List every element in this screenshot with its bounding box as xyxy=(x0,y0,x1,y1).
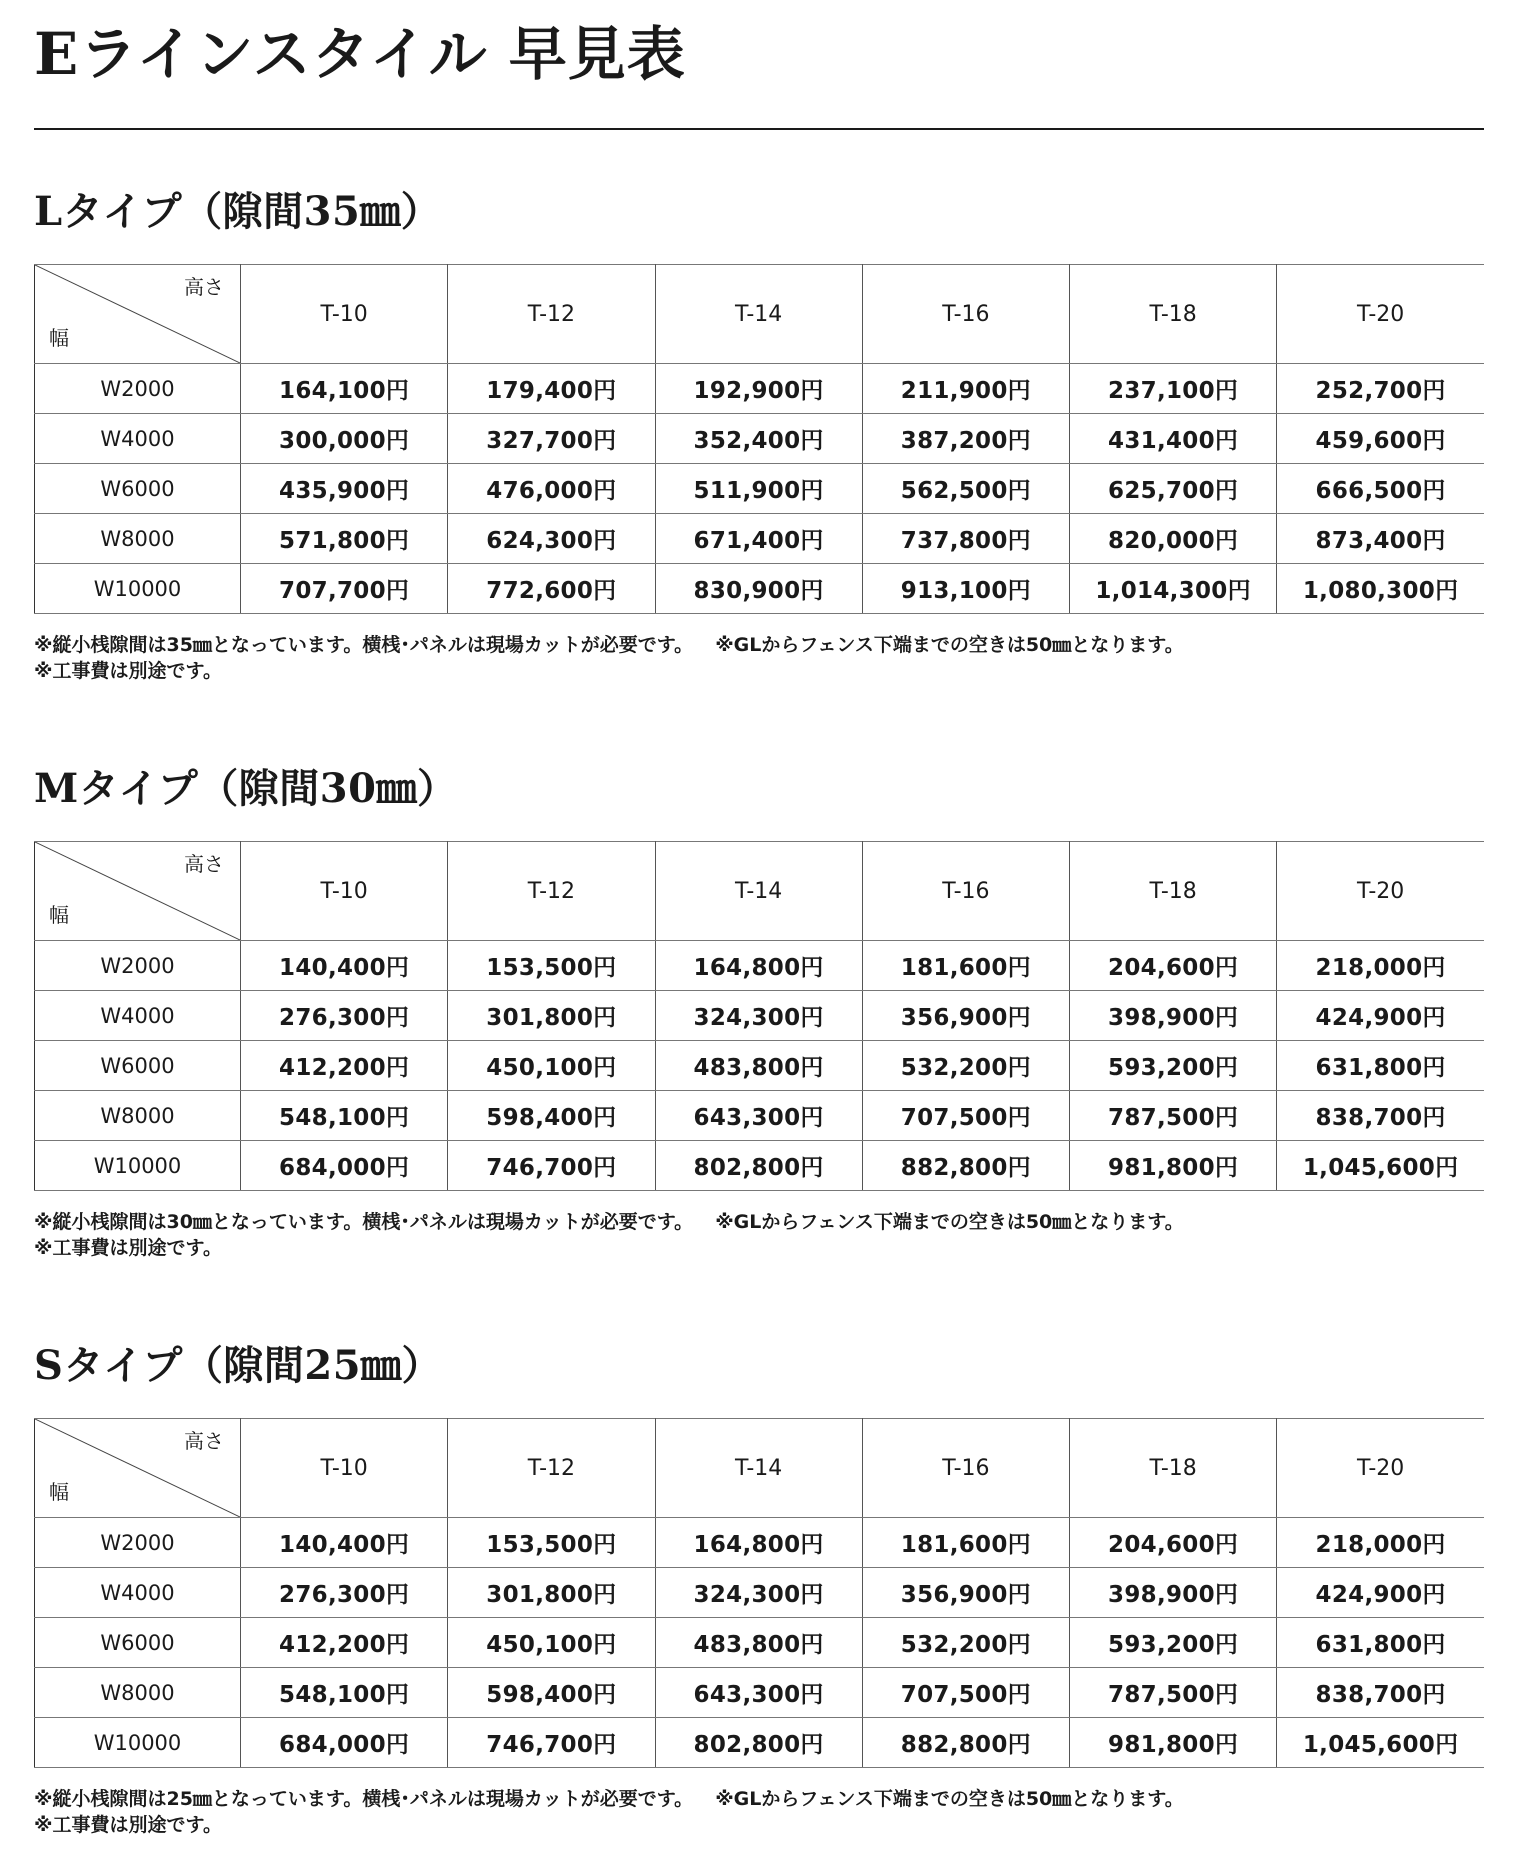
note-ground-clearance: ※GLからフェンス下端までの空きは50㎜となります。 xyxy=(715,634,1184,656)
price-cell: 387,200円 xyxy=(862,414,1069,464)
header-row xyxy=(35,1419,1485,1518)
table-row xyxy=(35,941,1485,991)
price-cell: 624,300円 xyxy=(448,514,655,564)
column-header: T-16 xyxy=(862,265,1069,364)
row-label-cell: W10000 xyxy=(35,1718,241,1768)
table-row xyxy=(35,1618,1485,1668)
price-cell: 548,100円 xyxy=(241,1668,448,1718)
price-cell: 1,045,600円 xyxy=(1277,1141,1484,1191)
price-cell: 324,300円 xyxy=(655,1568,862,1618)
price-cell: 237,100円 xyxy=(1070,364,1277,414)
section-l-type xyxy=(34,180,1484,684)
row-label-cell: W2000 xyxy=(35,941,241,991)
column-header: T-10 xyxy=(241,265,448,364)
price-cell: 356,900円 xyxy=(862,991,1069,1041)
price-cell: 476,000円 xyxy=(448,464,655,514)
row-label-cell: W10000 xyxy=(35,1141,241,1191)
section-m-type xyxy=(34,757,1484,1261)
price-cell: 684,000円 xyxy=(241,1718,448,1768)
price-cell: 981,800円 xyxy=(1070,1718,1277,1768)
table-row xyxy=(35,1718,1485,1768)
column-header: T-12 xyxy=(448,842,655,941)
price-cell: 548,100円 xyxy=(241,1091,448,1141)
price-cell: 707,700円 xyxy=(241,564,448,614)
price-cell: 204,600円 xyxy=(1070,1518,1277,1568)
price-cell: 276,300円 xyxy=(241,991,448,1041)
price-table xyxy=(34,1418,1484,1768)
table-row xyxy=(35,1568,1485,1618)
price-cell: 571,800円 xyxy=(241,514,448,564)
price-cell: 301,800円 xyxy=(448,1568,655,1618)
price-cell: 625,700円 xyxy=(1070,464,1277,514)
price-cell: 737,800円 xyxy=(862,514,1069,564)
price-cell: 140,400円 xyxy=(241,1518,448,1568)
row-label-cell: W8000 xyxy=(35,1091,241,1141)
width-axis-label: 幅 xyxy=(49,903,69,927)
price-cell: 882,800円 xyxy=(862,1141,1069,1191)
table-row xyxy=(35,1141,1485,1191)
table-row xyxy=(35,564,1485,614)
price-cell: 873,400円 xyxy=(1277,514,1484,564)
section-title: Mタイプ（隙間30㎜） xyxy=(34,765,458,812)
table-row xyxy=(35,1091,1485,1141)
table-row xyxy=(35,991,1485,1041)
row-label-cell: W6000 xyxy=(35,1041,241,1091)
price-cell: 412,200円 xyxy=(241,1041,448,1091)
price-cell: 211,900円 xyxy=(862,364,1069,414)
price-cell: 746,700円 xyxy=(448,1141,655,1191)
notes xyxy=(34,1209,1484,1261)
table-row xyxy=(35,414,1485,464)
price-cell: 802,800円 xyxy=(655,1718,862,1768)
row-label-cell: W2000 xyxy=(35,1518,241,1568)
row-label-cell: W8000 xyxy=(35,514,241,564)
price-cell: 218,000円 xyxy=(1277,941,1484,991)
column-header: T-10 xyxy=(241,842,448,941)
price-cell: 181,600円 xyxy=(862,941,1069,991)
price-cell: 1,014,300円 xyxy=(1070,564,1277,614)
row-label-cell: W6000 xyxy=(35,464,241,514)
notes xyxy=(34,1786,1484,1838)
corner-header-cell xyxy=(35,1419,241,1518)
height-axis-label: 高さ xyxy=(184,1429,224,1453)
price-cell: 300,000円 xyxy=(241,414,448,464)
price-cell: 593,200円 xyxy=(1070,1618,1277,1668)
price-cell: 352,400円 xyxy=(655,414,862,464)
price-cell: 838,700円 xyxy=(1277,1091,1484,1141)
price-cell: 707,500円 xyxy=(862,1668,1069,1718)
price-cell: 450,100円 xyxy=(448,1041,655,1091)
price-cell: 631,800円 xyxy=(1277,1618,1484,1668)
section-s-type xyxy=(34,1334,1484,1838)
column-header: T-16 xyxy=(862,842,1069,941)
price-cell: 913,100円 xyxy=(862,564,1069,614)
price-cell: 981,800円 xyxy=(1070,1141,1277,1191)
price-cell: 511,900円 xyxy=(655,464,862,514)
height-axis-label: 高さ xyxy=(184,275,224,299)
price-cell: 671,400円 xyxy=(655,514,862,564)
row-label-cell: W4000 xyxy=(35,991,241,1041)
price-cell: 684,000円 xyxy=(241,1141,448,1191)
note-ground-clearance: ※GLからフェンス下端までの空きは50㎜となります。 xyxy=(715,1788,1184,1810)
table-row xyxy=(35,464,1485,514)
price-cell: 746,700円 xyxy=(448,1718,655,1768)
price-cell: 398,900円 xyxy=(1070,991,1277,1041)
page-title: Eラインスタイル 早見表 xyxy=(34,20,686,88)
price-cell: 424,900円 xyxy=(1277,991,1484,1041)
price-cell: 459,600円 xyxy=(1277,414,1484,464)
column-header: T-20 xyxy=(1277,842,1484,941)
price-cell: 301,800円 xyxy=(448,991,655,1041)
price-cell: 532,200円 xyxy=(862,1618,1069,1668)
price-cell: 218,000円 xyxy=(1277,1518,1484,1568)
price-cell: 140,400円 xyxy=(241,941,448,991)
note-gap: ※縦小桟隙間は25㎜となっています。横桟･パネルは現場カットが必要です。 xyxy=(34,1788,694,1810)
price-cell: 450,100円 xyxy=(448,1618,655,1668)
column-header: T-18 xyxy=(1070,265,1277,364)
column-header: T-18 xyxy=(1070,842,1277,941)
price-cell: 593,200円 xyxy=(1070,1041,1277,1091)
note-construction-cost: ※工事費は別途です。 xyxy=(34,660,222,682)
price-table xyxy=(34,264,1484,614)
price-cell: 598,400円 xyxy=(448,1091,655,1141)
note-ground-clearance: ※GLからフェンス下端までの空きは50㎜となります。 xyxy=(715,1211,1184,1233)
price-cell: 882,800円 xyxy=(862,1718,1069,1768)
header-row xyxy=(35,265,1485,364)
price-cell: 483,800円 xyxy=(655,1041,862,1091)
price-table xyxy=(34,841,1484,1191)
section-title: Lタイプ（隙間35㎜） xyxy=(34,188,442,235)
note-construction-cost: ※工事費は別途です。 xyxy=(34,1814,222,1836)
column-header: T-16 xyxy=(862,1419,1069,1518)
title-divider xyxy=(34,128,1484,130)
price-cell: 1,045,600円 xyxy=(1277,1718,1484,1768)
price-cell: 181,600円 xyxy=(862,1518,1069,1568)
price-cell: 204,600円 xyxy=(1070,941,1277,991)
column-header: T-20 xyxy=(1277,1419,1484,1518)
price-cell: 787,500円 xyxy=(1070,1668,1277,1718)
price-cell: 153,500円 xyxy=(448,941,655,991)
price-cell: 327,700円 xyxy=(448,414,655,464)
column-header: T-18 xyxy=(1070,1419,1277,1518)
price-cell: 562,500円 xyxy=(862,464,1069,514)
price-cell: 802,800円 xyxy=(655,1141,862,1191)
price-cell: 532,200円 xyxy=(862,1041,1069,1091)
header-row xyxy=(35,842,1485,941)
price-cell: 666,500円 xyxy=(1277,464,1484,514)
price-cell: 153,500円 xyxy=(448,1518,655,1568)
price-cell: 772,600円 xyxy=(448,564,655,614)
row-label-cell: W6000 xyxy=(35,1618,241,1668)
price-cell: 164,800円 xyxy=(655,1518,862,1568)
price-cell: 643,300円 xyxy=(655,1668,862,1718)
price-cell: 398,900円 xyxy=(1070,1568,1277,1618)
price-cell: 179,400円 xyxy=(448,364,655,414)
row-label-cell: W2000 xyxy=(35,364,241,414)
price-cell: 598,400円 xyxy=(448,1668,655,1718)
note-gap: ※縦小桟隙間は35㎜となっています。横桟･パネルは現場カットが必要です。 xyxy=(34,634,694,656)
price-cell: 631,800円 xyxy=(1277,1041,1484,1091)
table-row xyxy=(35,364,1485,414)
price-cell: 424,900円 xyxy=(1277,1568,1484,1618)
table-row xyxy=(35,1041,1485,1091)
price-cell: 838,700円 xyxy=(1277,1668,1484,1718)
table-row xyxy=(35,514,1485,564)
row-label-cell: W4000 xyxy=(35,1568,241,1618)
price-cell: 412,200円 xyxy=(241,1618,448,1668)
price-cell: 483,800円 xyxy=(655,1618,862,1668)
section-title: Sタイプ（隙間25㎜） xyxy=(34,1342,443,1389)
corner-header-cell xyxy=(35,265,241,364)
price-cell: 820,000円 xyxy=(1070,514,1277,564)
table-row xyxy=(35,1668,1485,1718)
price-cell: 192,900円 xyxy=(655,364,862,414)
column-header: T-14 xyxy=(655,842,862,941)
price-cell: 787,500円 xyxy=(1070,1091,1277,1141)
corner-header-cell xyxy=(35,842,241,941)
column-header: T-12 xyxy=(448,1419,655,1518)
row-label-cell: W4000 xyxy=(35,414,241,464)
table-row xyxy=(35,1518,1485,1568)
price-cell: 707,500円 xyxy=(862,1091,1069,1141)
width-axis-label: 幅 xyxy=(49,1480,69,1504)
row-label-cell: W10000 xyxy=(35,564,241,614)
column-header: T-14 xyxy=(655,265,862,364)
notes xyxy=(34,632,1484,684)
price-cell: 643,300円 xyxy=(655,1091,862,1141)
price-cell: 324,300円 xyxy=(655,991,862,1041)
width-axis-label: 幅 xyxy=(49,326,69,350)
column-header: T-14 xyxy=(655,1419,862,1518)
column-header: T-20 xyxy=(1277,265,1484,364)
column-header: T-12 xyxy=(448,265,655,364)
row-label-cell: W8000 xyxy=(35,1668,241,1718)
price-cell: 356,900円 xyxy=(862,1568,1069,1618)
price-cell: 164,800円 xyxy=(655,941,862,991)
price-cell: 435,900円 xyxy=(241,464,448,514)
price-cell: 276,300円 xyxy=(241,1568,448,1618)
column-header: T-10 xyxy=(241,1419,448,1518)
note-gap: ※縦小桟隙間は30㎜となっています。横桟･パネルは現場カットが必要です。 xyxy=(34,1211,694,1233)
height-axis-label: 高さ xyxy=(184,852,224,876)
price-cell: 431,400円 xyxy=(1070,414,1277,464)
price-cell: 252,700円 xyxy=(1277,364,1484,414)
price-cell: 1,080,300円 xyxy=(1277,564,1484,614)
price-cell: 830,900円 xyxy=(655,564,862,614)
price-cell: 164,100円 xyxy=(241,364,448,414)
note-construction-cost: ※工事費は別途です。 xyxy=(34,1237,222,1259)
